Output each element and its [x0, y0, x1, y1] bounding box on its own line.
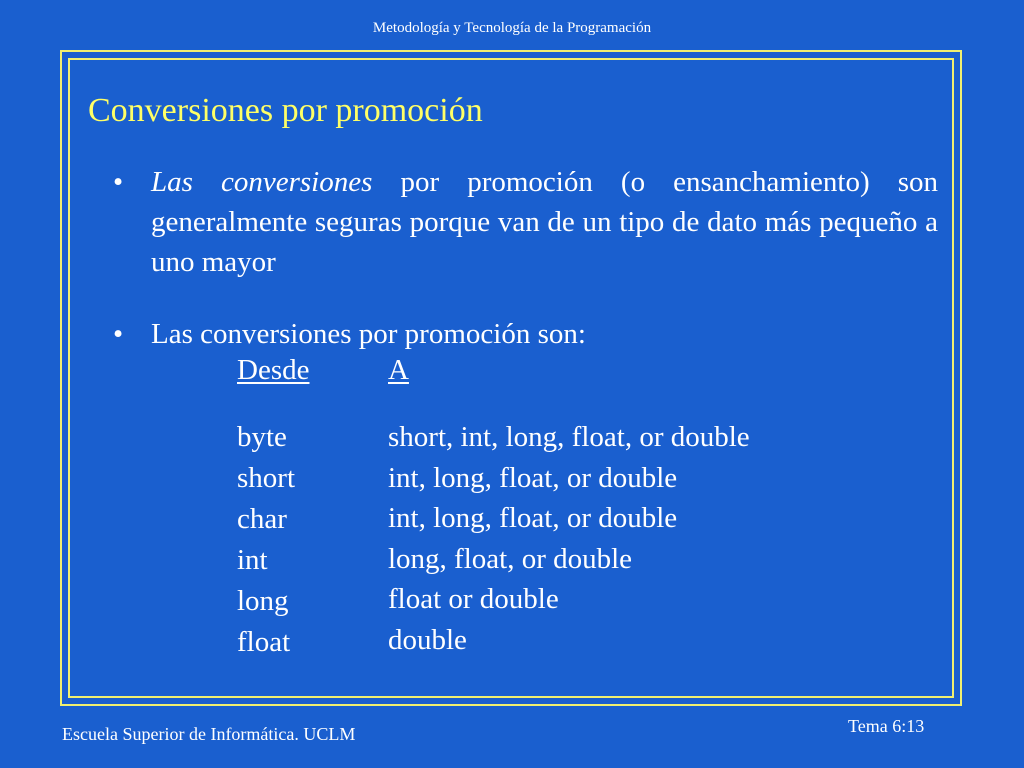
bullet-marker: •	[113, 318, 124, 350]
to-type-cell: float or double	[388, 583, 559, 616]
footer-page-number: Tema 6:13	[848, 716, 925, 736]
bullet-1-text	[151, 162, 938, 282]
from-type-list	[237, 417, 295, 663]
slide-title: Conversiones por promoción	[88, 92, 483, 129]
from-type-cell: int	[237, 544, 268, 576]
bullet-2-text: Las conversiones por promoción son:	[151, 318, 586, 350]
to-type-cell: double	[388, 623, 467, 656]
from-type-cell: byte	[237, 421, 287, 453]
course-header: Metodología y Tecnología de la Programación	[372, 20, 652, 36]
bullet-marker: •	[113, 166, 124, 198]
bullet-1-body: por promoción (o ensanchamiento) son generalmente seguras porque van de un tipo de dato más pequeño a uno mayor	[151, 166, 938, 278]
from-type-cell: long	[237, 585, 289, 617]
footer-school: Escuela Superior de Informática. UCLM	[62, 724, 356, 744]
from-type-cell: float	[237, 626, 291, 658]
to-type-cell: int, long, float, or double	[388, 502, 678, 535]
from-type-cell: short	[237, 462, 295, 494]
column-header-from: Desde	[237, 354, 310, 386]
from-type-cell: char	[237, 503, 287, 535]
column-header-to: A	[388, 354, 409, 386]
to-type-cell: short, int, long, float, or double	[388, 421, 750, 453]
to-type-list	[388, 417, 750, 661]
to-type-cell: int, long, float, or double	[388, 461, 678, 494]
to-type-cell: long, float, or double	[388, 542, 633, 575]
bullet-1-italic-lead: Las conversiones	[151, 166, 373, 198]
